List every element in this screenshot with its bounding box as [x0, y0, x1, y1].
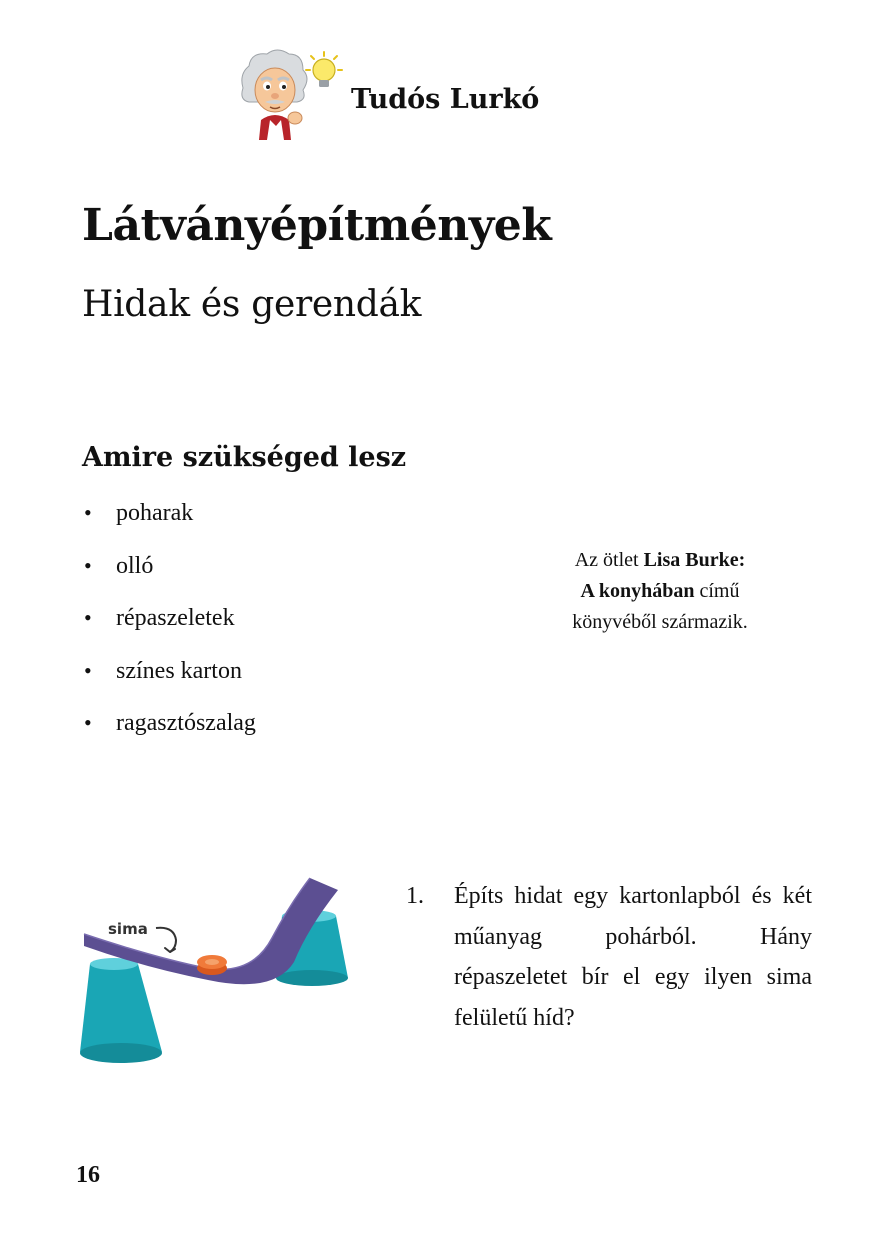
list-item: • répaszeletek — [84, 605, 235, 631]
illustration-label: sima — [108, 920, 148, 938]
bullet-icon: • — [84, 500, 92, 525]
page-subtitle: Hidak és gerendák — [82, 284, 422, 325]
list-item: • olló — [84, 552, 154, 579]
bullet-icon: • — [84, 657, 92, 683]
bullet-icon: • — [84, 710, 92, 735]
bridge-illustration — [76, 872, 366, 1072]
credit-author: Lisa Burke: — [643, 549, 746, 571]
step-number: 1. — [406, 883, 424, 909]
instruction-step — [406, 876, 812, 1038]
page-number: 16 — [76, 1162, 100, 1188]
header — [237, 44, 597, 140]
materials-heading: Amire szükséged lesz — [82, 442, 407, 473]
page-title: Látványépítmények — [82, 200, 552, 251]
source-credit: Az ötlet Lisa Burke: A konyhában című könyvéből származik. — [572, 549, 748, 633]
einstein-mascot-icon — [237, 44, 347, 140]
list-item: • színes karton — [84, 657, 242, 684]
brand-title: Tudós Lurkó — [351, 84, 540, 115]
list-item: • poharak — [84, 500, 194, 526]
bullet-icon: • — [84, 605, 92, 630]
bullet-icon: • — [84, 552, 92, 578]
materials-list — [82, 500, 256, 763]
list-item: • ragasztószalag — [84, 710, 256, 736]
credit-book: A konyhában — [580, 580, 695, 602]
step-text: Építs hidat egy kartonlapból és két műanyag pohárból. Hány répaszeletet bír el egy ilyen sima felületű híd? — [454, 883, 812, 1031]
